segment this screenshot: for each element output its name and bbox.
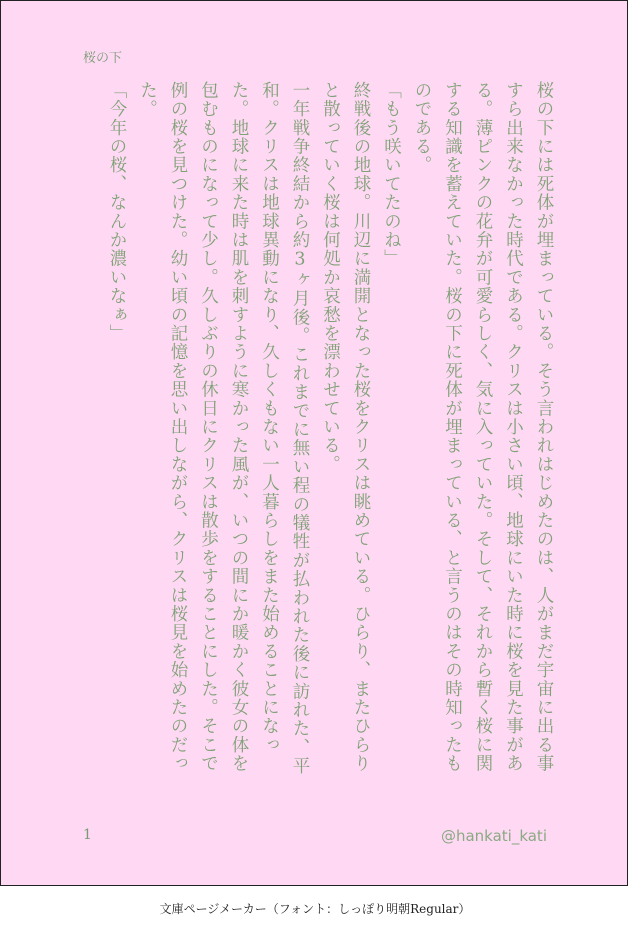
running-header: 桜の下 [83, 51, 123, 66]
author-handle: @hankati_kati [440, 827, 547, 845]
paragraph: 「もう咲いてたのね」 [381, 81, 402, 268]
generator-caption: 文庫ページメーカー（フォント：しっぽり明朝Regular） [159, 902, 471, 916]
page-number: 1 [83, 827, 92, 843]
vertical-body-text [102, 81, 560, 781]
paragraph: 終戦後の地球。川辺に満開となった桜をクリスは眺めている。ひらり、またひらりと散っていく桜は何処か哀愁を漂わせている。 [320, 81, 371, 773]
paragraph: 桜の下には死体が埋まっている。そう言われはじめたのは、人がまだ宇宙に出る事すら出来なかった時代である。クリスは小さい頃、地球にいた時に桜を見た事がある。薄ピンクの花弁が可愛らしく、気に入っていた。そして、それから暫く桜に関する知識を蓄えていた。桜の下に死体が埋まっている、と言うのはその時知ったものである。 [412, 81, 554, 773]
paragraph: 一年戦争終結から約3ヶ月後。これまでに無い程の犠牲が払われた後に訪れた、平和。クリスは地球異動になり、久しくもない一人暮らしをまた始めることになった。地球に来た時は肌を刺すように寒かった風が、いつの間にか暖かく彼女の体を包むものになって少し。久しぶりの休日にクリスは散歩をすることにした。そこで例の桜を見つけた。幼い頃の記憶を思い出しながら、クリスは桜見を始めたのだった。 [137, 81, 310, 776]
paragraph: 「今年の桜、なんか濃いなぁ」 [107, 81, 127, 343]
